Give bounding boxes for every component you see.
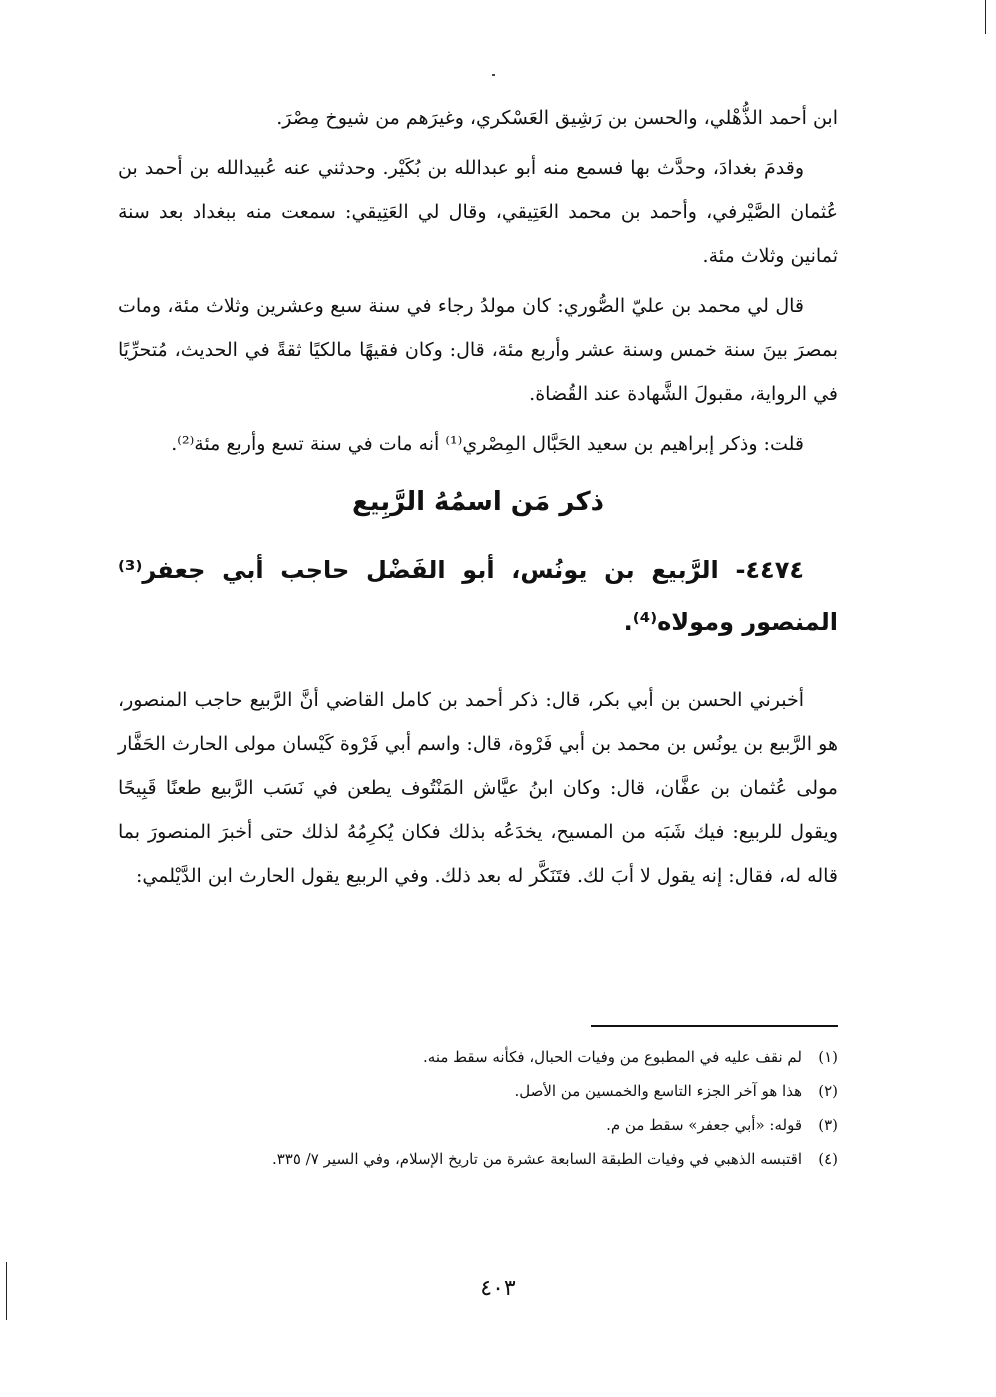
footnote-2 xyxy=(118,1074,838,1108)
section-heading: ذكر مَن اسمُهُ الرَّبِيع xyxy=(352,487,604,517)
page-number: ٤٠٣ xyxy=(480,1276,516,1301)
paragraph-3: قال لي محمد بن عليّ الصُّوري: كان مولدُ رجاء في سنة سبع وعشرين وثلاث مئة، ومات بمصرَ بينَ سنة خمس وسنة عشر وأربع مئة، قال: وكان فقيهًا مالكيًا ثقةً في الحديث، مُتحرِّيًا في الرواية، مقبولَ الشَّهادة عند القُضاة. xyxy=(118,295,838,405)
footnote-3 xyxy=(118,1108,838,1142)
paragraph-4: قلت: وذكر إبراهيم بن سعيد الحَبَّال المِصْري⁽¹⁾ أنه مات في سنة تسع وأربع مئة⁽²⁾. xyxy=(171,433,804,455)
footnote-1 xyxy=(118,1040,838,1074)
entry-heading: ٤٤٧٤- الرَّبيع بن يونُس، أبو الفَضْل حاجب أبي جعفر⁽³⁾ المنصور ومولاه⁽⁴⁾. xyxy=(118,556,838,636)
page-body xyxy=(118,96,838,904)
footnote-text: لم نقف عليه في المطبوع من وفيات الحبال، فكأنه سقط منه. xyxy=(423,1048,802,1066)
main-text: أخبرني الحسن بن أبي بكر، قال: ذكر أحمد بن كامل القاضي أنَّ الرَّبيع حاجب المنصور، هو الرَّبيع بن يونُس بن محمد بن أبي فَرْوة، قال: واسم أبي فَرْوة كَيْسان مولى الحارث الحَفَّار مولى عُثمان بن عفَّان، قال: وكان ابنُ عيَّاش المَنْتُوف يطعن في نَسَب الرَّبيع طعنًا قَبِيحًا ويقول للربيع: فيك شَبَه من المسيح، يخدَعُه بذلك فكان يُكرِمُهُ لذلك حتى أخبرَ المنصورَ بما قاله له، فقال: إنه يقول لا أبَ لك. فتَنَكَّر له بعد ذلك. وفي الربيع يقول الحارث ابن الدَّيْلمي: xyxy=(118,689,838,887)
footnote-number: (٢) xyxy=(818,1082,838,1100)
footnote-number: (٣) xyxy=(818,1116,838,1134)
scan-edge-line-bottom xyxy=(6,1262,7,1320)
footnote-text: هذا هو آخر الجزء التاسع والخمسين من الأصل. xyxy=(514,1082,802,1100)
footnote-number: (٤) xyxy=(818,1150,838,1168)
paragraph-1: ابن أحمد الذُّهْلي، والحسن بن رَشِيق العَسْكري، وغيرَهم من شيوخ مِصْرَ. xyxy=(276,107,838,129)
footnote-number: (١) xyxy=(818,1048,838,1066)
paragraph-2: وقدمَ بغدادَ، وحدَّث بها فسمع منه أبو عبدالله بن بُكَيْر. وحدثني عنه عُبيدالله بن أحمد بن عُثمان الصَّيْرفي، وأحمد بن محمد العَتِيقي، وقال لي العَتِيقي: سمعت منه ببغداد بعد سنة ثمانين وثلاث مئة. xyxy=(118,157,838,267)
scan-edge-line-top xyxy=(985,0,986,34)
footnote-text: اقتبسه الذهبي في وفيات الطبقة السابعة عشرة من تاريخ الإسلام، وفي السير ٧/ ٣٣٥. xyxy=(271,1150,802,1168)
footnote-4 xyxy=(118,1142,838,1176)
footnote-text: قوله: «أبي جعفر» سقط من م. xyxy=(606,1116,802,1134)
footnote-divider xyxy=(591,1025,838,1027)
scan-dot xyxy=(492,74,495,76)
footnotes xyxy=(118,1040,838,1176)
